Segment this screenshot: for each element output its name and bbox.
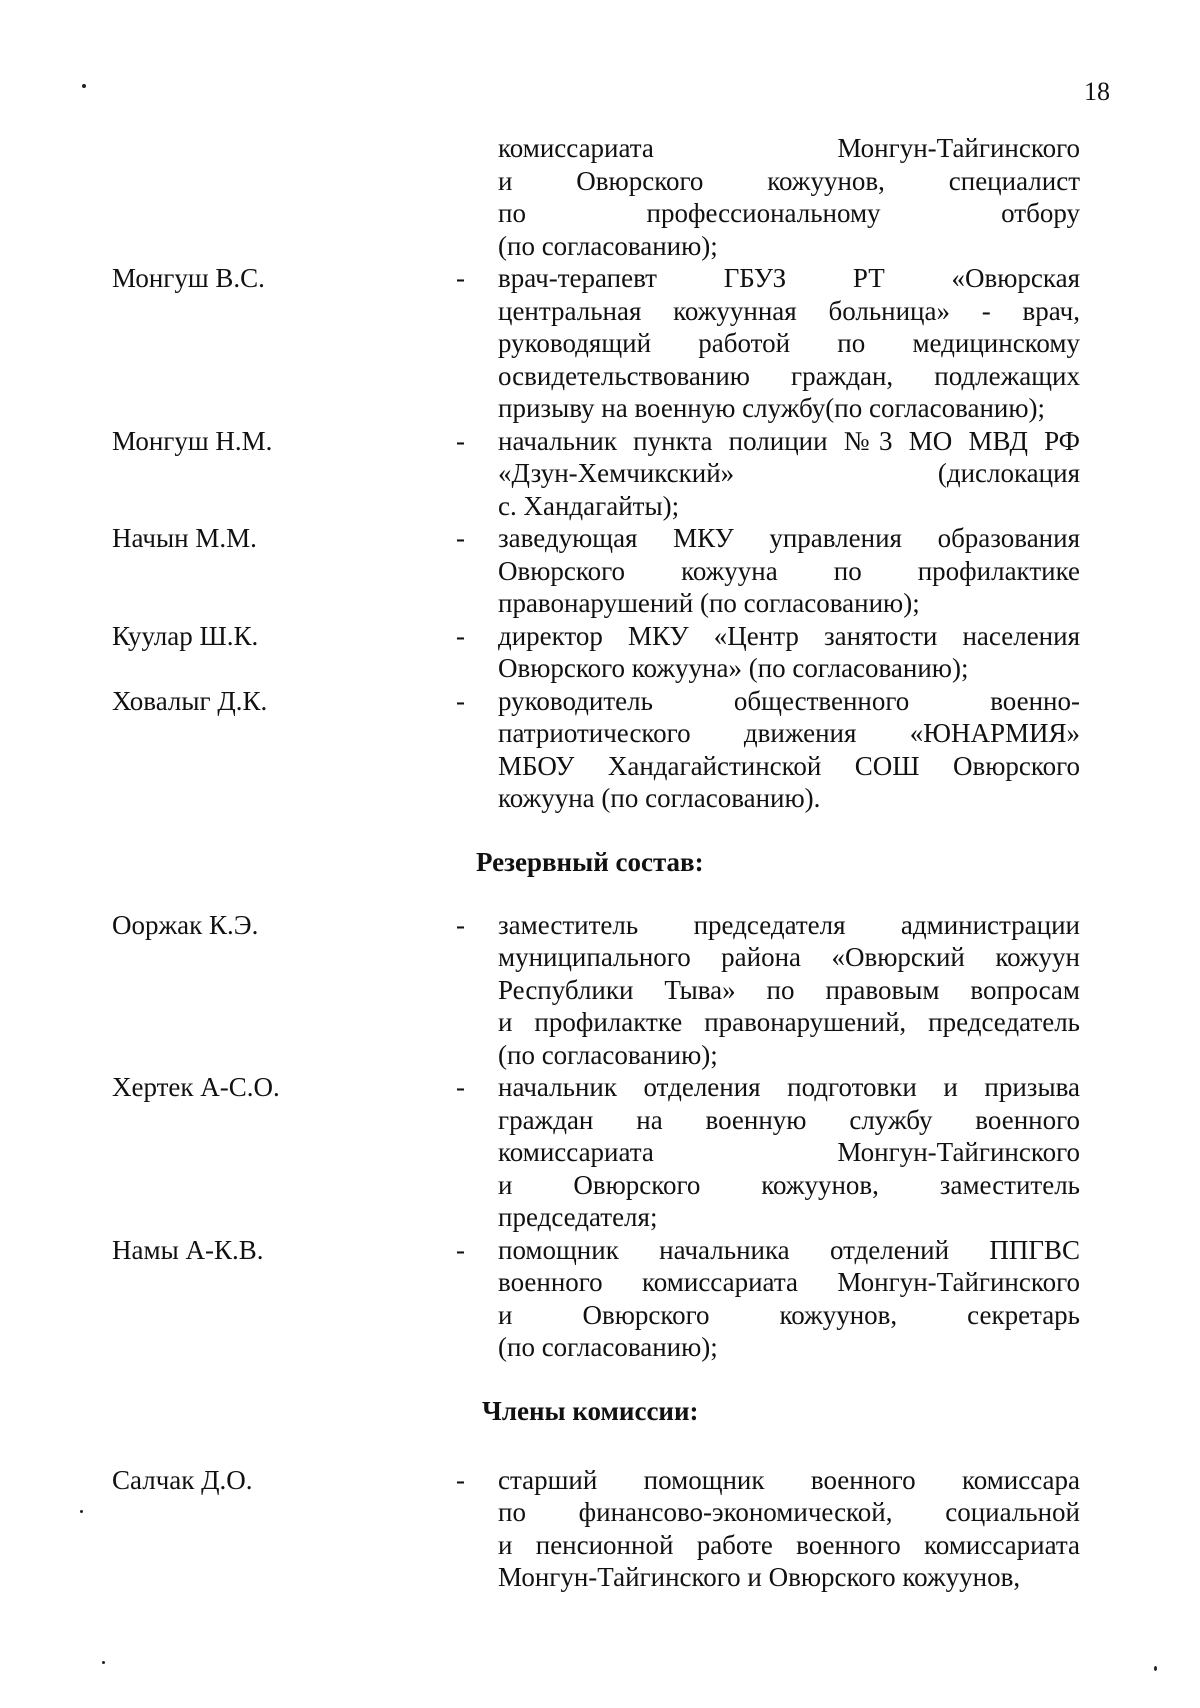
- member-name: Монгуш Н.М.: [112, 425, 273, 456]
- role-line: врач-терапевт ГБУЗ РТ «Овюрская: [498, 263, 1080, 293]
- role-line: комиссариата Монгун-Тайгинского: [498, 133, 1080, 163]
- member-entry: [0, 425, 1200, 523]
- role-line: (по согласованию);: [498, 230, 718, 261]
- role-line: комиссариата Монгун-Тайгинского: [498, 1137, 1080, 1167]
- member-name: Начын М.М.: [112, 523, 257, 553]
- page-number: 18: [1084, 77, 1110, 106]
- role-line: директор МКУ «Центр занятости населения: [498, 620, 1080, 651]
- member-role: [498, 909, 1080, 1072]
- role-line: патриотического движения «ЮНАРМИЯ»: [498, 718, 1080, 748]
- member-entry: [0, 909, 1200, 1072]
- role-line: по финансово-экономической, социальной: [498, 1497, 1080, 1527]
- role-line: (по согласованию);: [498, 1332, 718, 1362]
- scan-speck: [1154, 1666, 1157, 1671]
- role-line: призыву на военную службу(по согласованию);: [498, 393, 1046, 423]
- heading-commission-members: Члены комиссии:: [482, 1395, 699, 1426]
- entry-dash: -: [456, 523, 465, 553]
- role-line: освидетельствованию граждан, подлежащих: [498, 360, 1080, 391]
- member-name: Намы А-К.В.: [112, 1234, 264, 1265]
- member-role: [498, 425, 1080, 523]
- role-line: центральная кожуунная больница» - врач,: [498, 295, 1080, 326]
- role-line: по профессиональному отбору: [498, 198, 1080, 228]
- role-line: (по согласованию);: [498, 1039, 718, 1070]
- role-line: заместитель председателя администрации: [498, 909, 1080, 940]
- role-line: и пенсионной работе военного комиссариата: [498, 1529, 1080, 1560]
- member-role: [498, 1071, 1080, 1234]
- entry-dash: -: [456, 1234, 465, 1265]
- member-entry: [0, 1071, 1200, 1234]
- member-role: [498, 1234, 1080, 1364]
- role-line: с. Хандагайты);: [498, 490, 680, 521]
- member-entry: [0, 685, 1200, 815]
- member-role: [498, 685, 1080, 815]
- entry-dash: -: [456, 620, 465, 651]
- role-line: старший помощник военного комиссара: [498, 1464, 1080, 1495]
- member-entry: [0, 262, 1200, 425]
- member-role: [498, 522, 1080, 620]
- heading-reserve: Резервный состав:: [476, 846, 704, 877]
- role-line: председателя;: [498, 1202, 658, 1232]
- document-body: [0, 132, 1200, 1594]
- section-commission-members: [0, 1464, 1200, 1594]
- role-line: Овюрского кожууна» (по согласованию);: [498, 653, 969, 683]
- role-line: муниципального района «Овюрский кожуун: [498, 942, 1080, 972]
- scan-speck: [102, 1661, 105, 1664]
- role-line: Овюрского кожууна по профилактике: [498, 555, 1080, 586]
- role-line: Монгун-Тайгинского и Овюрского кожуунов,: [498, 1562, 1021, 1592]
- role-line: помощник начальника отделений ППГВС: [498, 1234, 1080, 1265]
- member-role: [498, 132, 1080, 262]
- member-entry: [0, 522, 1200, 620]
- role-line: и Овюрского кожуунов, заместитель: [498, 1169, 1080, 1200]
- member-name: Монгуш В.С.: [112, 263, 265, 293]
- role-line: правонарушений (по согласованию);: [498, 588, 920, 618]
- role-line: и Овюрского кожуунов, специалист: [498, 165, 1080, 196]
- role-line: и Овюрского кожуунов, секретарь: [498, 1299, 1080, 1330]
- member-entry: [0, 132, 1200, 262]
- entry-dash: -: [456, 909, 465, 940]
- entry-dash: -: [456, 1072, 465, 1102]
- member-name: Салчак Д.О.: [112, 1464, 253, 1495]
- entry-dash: -: [456, 263, 465, 293]
- member-role: [498, 620, 1080, 685]
- member-entry: [0, 1234, 1200, 1364]
- member-role: [498, 262, 1080, 425]
- section-reserve-members: [0, 909, 1200, 1364]
- role-line: и профилактке правонарушений, председатель: [498, 1007, 1080, 1037]
- role-line: Республики Тыва» по правовым вопросам: [498, 974, 1080, 1005]
- section-main-members: [0, 132, 1200, 815]
- role-line: заведующая МКУ управления образования: [498, 523, 1080, 553]
- role-line: руководящий работой по медицинскому: [498, 328, 1080, 358]
- role-line: кожууна (по согласованию).: [498, 783, 821, 813]
- role-line: граждан на военную службу военного: [498, 1104, 1080, 1135]
- member-name: Ооржак К.Э.: [112, 909, 259, 940]
- scan-speck: [82, 84, 86, 88]
- member-name: Куулар Ш.К.: [112, 620, 259, 651]
- role-line: «Дзун-Хемчикский» (дислокация: [498, 458, 1080, 488]
- role-line: военного комиссариата Монгун-Тайгинского: [498, 1267, 1080, 1297]
- role-line: начальник отделения подготовки и призыва: [498, 1072, 1080, 1102]
- entry-dash: -: [456, 425, 465, 456]
- role-line: руководитель общественного военно-: [498, 685, 1080, 716]
- entry-dash: -: [456, 1464, 465, 1495]
- member-entry: [0, 620, 1200, 685]
- role-line: начальник пункта полиции №3 МО МВД РФ: [498, 425, 1080, 456]
- entry-dash: -: [456, 685, 465, 716]
- member-name: Хертек А-С.О.: [112, 1072, 280, 1102]
- role-line: МБОУ Хандагайстинской СОШ Овюрского: [498, 750, 1080, 781]
- scan-speck: [80, 1510, 83, 1513]
- member-entry: [0, 1464, 1200, 1594]
- member-role: [498, 1464, 1080, 1594]
- member-name: Ховалыг Д.К.: [112, 685, 268, 716]
